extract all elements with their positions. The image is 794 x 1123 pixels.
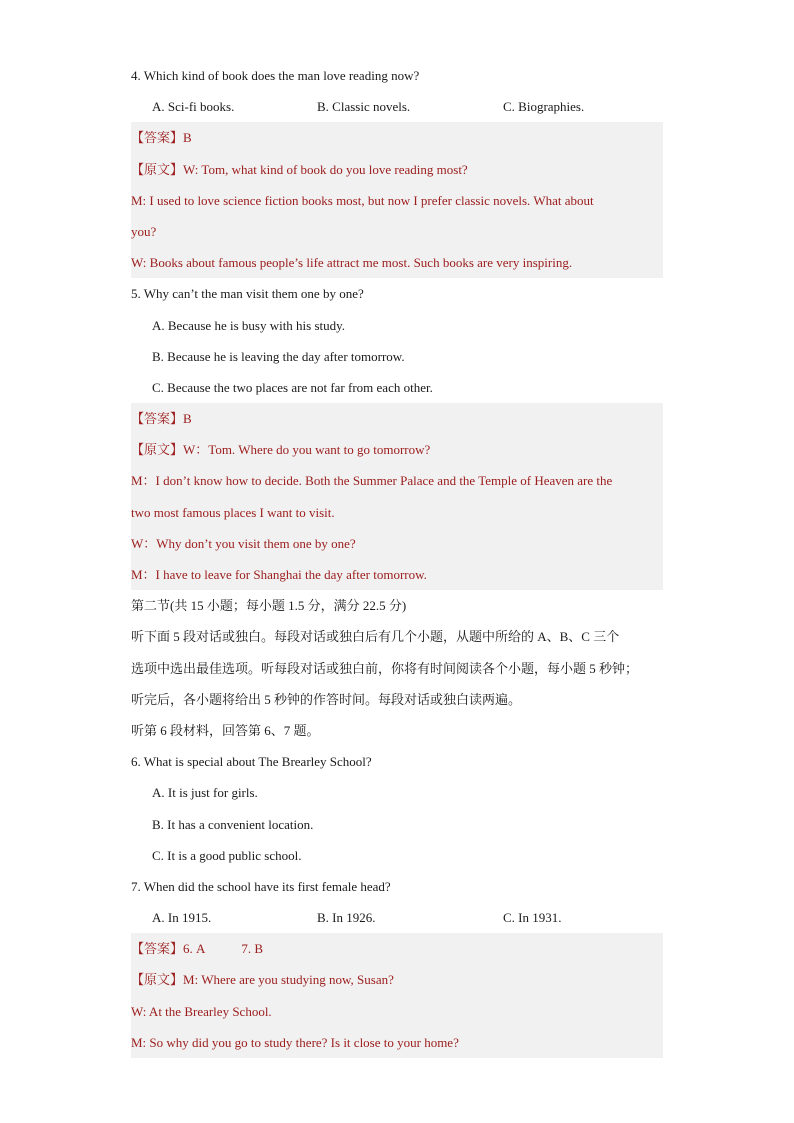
- option-b: B. In 1926.: [317, 910, 376, 926]
- instructions-line: 听完后，各小题将给出 5 秒钟的作答时间。每段对话或独白读两遍。: [131, 691, 522, 707]
- option-a: A. Because he is busy with his study.: [152, 317, 346, 333]
- instructions-line: 选项中选出最佳选项。听每段对话或独白前，你将有时间阅读各个小题，每小题 5 秒钟；: [131, 660, 639, 676]
- transcript-line: M：I don’t know how to decide. Both the Summer Palace and the Temple of Heaven are the: [131, 465, 663, 496]
- option-c: C. Because the two places are not far from each other.: [152, 379, 433, 395]
- option-b: B. It has a convenient location.: [152, 816, 314, 832]
- transcript-line: [131, 434, 663, 465]
- answer-tag: 【答案】: [131, 941, 184, 957]
- transcript-tag: 【原文】: [131, 972, 184, 988]
- transcript-text: W: Tom, what kind of book do you love reading most?: [183, 161, 468, 177]
- option-b: B. Classic novels.: [317, 99, 411, 115]
- option-b: B. Because he is leaving the day after tomorrow.: [152, 348, 405, 364]
- option-a: A. It is just for girls.: [152, 785, 258, 801]
- transcript-line: you?: [131, 216, 663, 247]
- answer-tag: 【答案】: [131, 411, 184, 427]
- option-c: C. In 1931.: [503, 910, 562, 926]
- question-7: 7. When did the school have its first female head?: [131, 878, 391, 894]
- transcript-line: [131, 154, 663, 185]
- transcript-text: W：Tom. Where do you want to go tomorrow?: [183, 442, 431, 458]
- option-c: C. Biographies.: [503, 99, 585, 115]
- exam-page: [131, 60, 663, 1058]
- question-7-options: [131, 902, 663, 933]
- transcript-line: W: Books about famous people’s life attract me most. Such books are very inspiring.: [131, 247, 663, 278]
- transcript-line: W: At the Brearley School.: [131, 996, 663, 1027]
- question-4: 4. Which kind of book does the man love reading now?: [131, 68, 420, 83]
- option-a: A. In 1915.: [152, 910, 212, 926]
- transcript-line: [131, 964, 663, 995]
- question-6: 6. What is special about The Brearley School?: [131, 754, 372, 770]
- transcript-line: two most famous places I want to visit.: [131, 497, 663, 528]
- instructions-line: 听下面 5 段对话或独白。每段对话或独白后有几个小题，从题中所给的 A、B、C 三个: [131, 629, 620, 645]
- answer-tag: 【答案】: [131, 130, 184, 146]
- answer-value: 7. B: [241, 941, 264, 957]
- transcript-line: M: I used to love science fiction books most, but now I prefer classic novels. What about: [131, 185, 663, 216]
- answer-5: [131, 403, 663, 434]
- transcript-line: M：I have to leave for Shanghai the day after tomorrow.: [131, 559, 663, 590]
- transcript-tag: 【原文】: [131, 161, 184, 177]
- answer-6-7: [131, 933, 663, 964]
- question-4-options: [131, 91, 663, 122]
- answer-value: 6. A: [183, 941, 206, 957]
- option-c: C. It is a good public school.: [152, 847, 302, 863]
- section-heading: 第二节(共 15 小题；每小题 1.5 分，满分 22.5 分): [131, 598, 407, 614]
- transcript-tag: 【原文】: [131, 442, 184, 458]
- answer-4: [131, 122, 663, 153]
- transcript-line: W：Why don’t you visit them one by one?: [131, 528, 663, 559]
- material-note: 听第 6 段材料，回答第 6、7 题。: [131, 722, 320, 738]
- answer-value: B: [183, 411, 192, 427]
- transcript-text: M: Where are you studying now, Susan?: [183, 972, 394, 988]
- transcript-line: M: So why did you go to study there? Is it close to your home?: [131, 1027, 663, 1058]
- answer-value: B: [183, 130, 192, 146]
- option-a: A. Sci-fi books.: [152, 99, 235, 115]
- question-5: 5. Why can’t the man visit them one by one?: [131, 286, 364, 302]
